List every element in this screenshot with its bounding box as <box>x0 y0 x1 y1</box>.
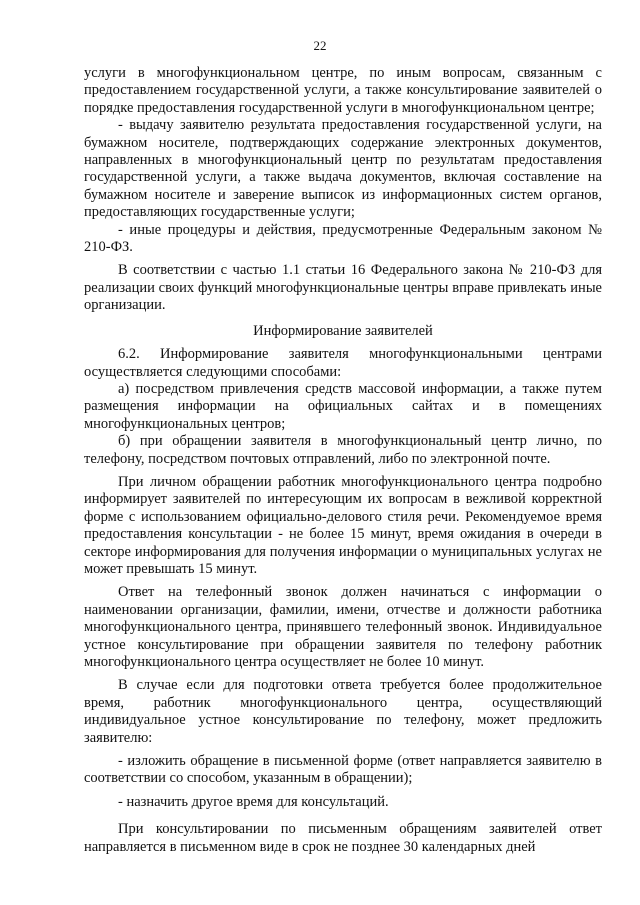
paragraph-13: При консультировании по письменным обращениям заявителей ответ направляется в письменном виде в срок не позднее 30 календарных дней <box>84 821 602 855</box>
paragraph-1: услуги в многофункциональном центре, по иным вопросам, связанным с предоставлением государственной услуги, а также консультирование заявителей о порядке предоставления государственной услуги в многофункциональном центре; <box>84 65 602 116</box>
paragraph-9: Ответ на телефонный звонок должен начинаться с информации о наименовании организации, фамилии, имени, отчестве и должности работника многофункционального центра, принявшего телефонный звонок. Индивидуальное устное консультирование при обращении заявителя по телефону работник многофункционального центра осуществляет не более 10 минут. <box>84 584 602 670</box>
document-body <box>84 65 602 856</box>
section-heading: Информирование заявителей <box>253 322 433 339</box>
paragraph-4: В соответствии с частью 1.1 статьи 16 Федерального закона № 210-ФЗ для реализации своих функций многофункциональные центры вправе привлекать иные организации. <box>84 262 602 314</box>
paragraph-5: 6.2. Информирование заявителя многофункциональными центрами осуществляется следующими способами: <box>84 346 602 380</box>
paragraph-12: - назначить другое время для консультаций. <box>118 793 389 810</box>
paragraph-8: При личном обращении работник многофункционального центра подробно информирует заявителей по интересующим их вопросам в вежливой корректной форме с использованием официально-делового стиля речи. Рекомендуемое время предоставления консультации - не более 15 минут, время ожидания в очереди в секторе информирования для получения информации о муниципальных услугах не может превышать 15 минут. <box>84 473 602 577</box>
page-number: 22 <box>313 38 327 53</box>
paragraph-10: В случае если для подготовки ответа требуется более продолжительное время, работник многофункционального центра, осуществляющий индивидуальное устное консультирование по телефону, может предложить заявителю: <box>84 677 602 746</box>
paragraph-11: - изложить обращение в письменной форме (ответ направляется заявителю в соответствии со способом, указанным в обращении); <box>84 753 602 787</box>
paragraph-7: б) при обращении заявителя в многофункциональный центр лично, по телефону, посредством почтовых отправлений, либо по электронной почте. <box>84 433 602 467</box>
paragraph-2: - выдачу заявителю результата предоставления государственной услуги, на бумажном носителе, подтверждающих содержание электронных документов, направленных в многофункциональный центр по результатам предоставления государственной услуги, а также выдача документов, включая составление на бумажном носителе и заверение выписок из информационных систем органов, предоставляющих государственные услуги; <box>84 117 602 221</box>
paragraph-3: - иные процедуры и действия, предусмотренные Федеральным законом № 210-ФЗ. <box>84 221 602 256</box>
paragraph-6: а) посредством привлечения средств массовой информации, а также путем размещения информации на официальных сайтах и в помещениях многофункциональных центров; <box>84 380 602 432</box>
